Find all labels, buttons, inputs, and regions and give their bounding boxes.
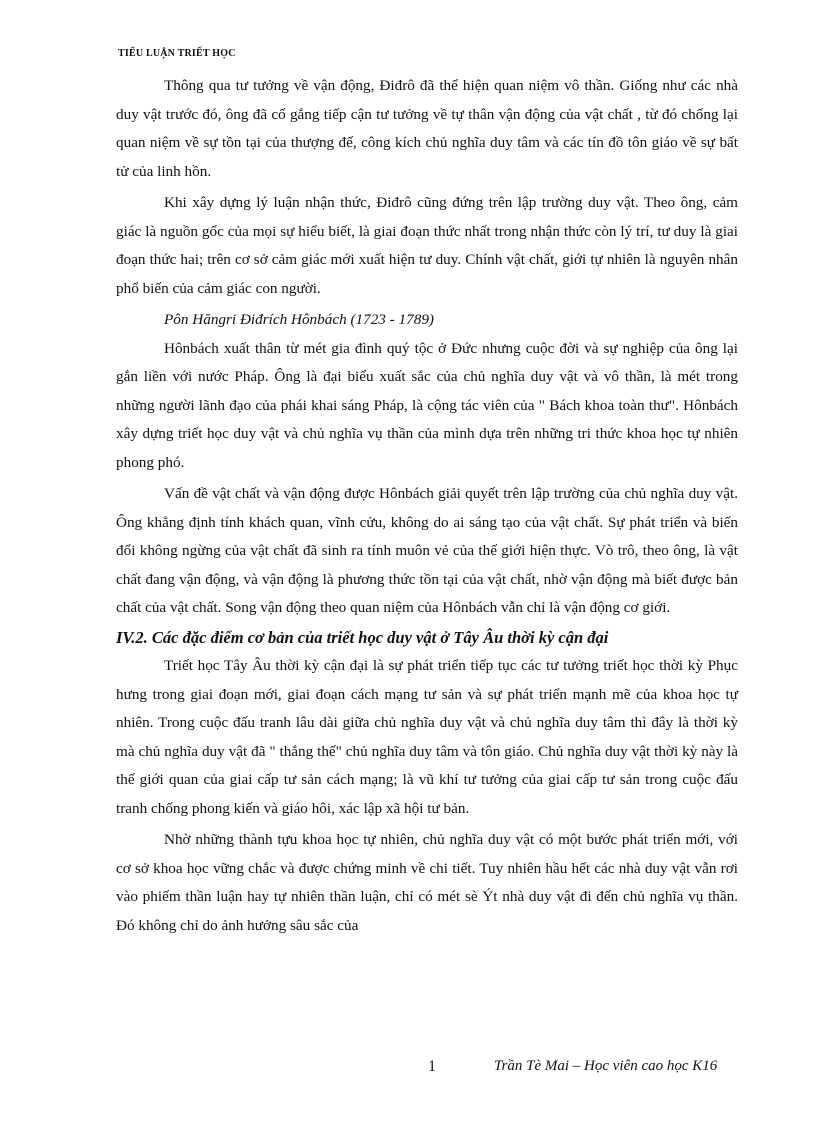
section-heading: IV.2. Các đặc điểm cơ bản của triết học duy vật ở Tây Âu thời kỳ cận đại xyxy=(116,627,609,647)
paragraph-5: Triết học Tây Âu thời kỳ cận đại là sự phát triển tiếp tục các tư tưởng triết học thời kỳ Phục hưng trong giai đoạn mới, giai đoạn cách mạng tư sản và sự phát triển mạnh mẽ của khoa học tự nhiên. Trong cuộc đấu tranh lâu dài giữa chủ nghĩa duy vật và chủ nghĩa duy tâm thì đây là thời kỳ mà chủ nghĩa duy vật đã " thắng thế" chủ nghĩa duy tâm và tôn giáo. Chủ nghĩa duy vật thời kỳ này là thế giới quan của giai cấp tư sản cách mạng; là vũ khí tư tưởng của giai cấp tư sản trong cuộc đấu tranh chống phong kiến và giáo hôi, xác lập xã hội tư bản. xyxy=(116,657,738,817)
page-number: 1 xyxy=(428,1058,436,1075)
paragraph-6: Nhờ những thành tựu khoa học tự nhiên, chủ nghĩa duy vật có một bước phát triển mới, với cơ sở khoa học vững chắc và được chứng minh về chi tiết. Tuy nhiên hầu hết các nhà duy vật vẫn rơi vào phiếm thần luận hay tự nhiên thần luận, chỉ có mét sè Ýt nhà duy vật đi đến chủ nghĩa vụ thần. Đó không chỉ do ảnh hưởng sâu sắc của xyxy=(116,831,738,934)
paragraph-4: Vấn đề vật chất và vận động được Hônbách giải quyết trên lập trường của chủ nghĩa duy vật. Ông khẳng định tính khách quan, vĩnh cửu, không do ai sáng tạo của vật chất. Sự phát triển và biến đổi không ngừng của vật chất đã sinh ra tính muôn vẻ của thế giới hiện thực. Vò trô, theo ông, là vật chất đang vận động, và vận động là phương thức tồn tại của vật chất, nhờ vận động mà biết được bản chất của vật chất. Song vận động theo quan niệm của Hônbách vẫn chỉ là vận động cơ giới. xyxy=(116,485,738,616)
paragraph-2: Khi xây dựng lý luận nhận thức, Điđrô cũng đứng trên lập trường duy vật. Theo ông, cảm giác là nguồn gốc của mọi sự hiểu biết, là giai đoạn thức nhất trong nhận thức còn lý trí, tư duy là giai đoạn thức hai; trên cơ sở cảm giác mới xuất hiện tư duy. Chính vật chất, giới tự nhiên là nguyên nhân phổ biến của cảm giác con người. xyxy=(116,194,738,297)
running-header: TIỂU LUẬN TRIẾT HỌC xyxy=(118,48,236,59)
document-body xyxy=(116,72,738,940)
footer-author: Trần Tè Mai – Học viên cao học K16 xyxy=(494,1058,718,1074)
paragraph-3: Hônbách xuất thân từ mét gia đình quý tộc ở Đức nhưng cuộc đời và sự nghiệp của ông lại gắn liền với nước Pháp. Ông là đại biểu xuất sắc của chủ nghĩa duy vật và vô thần, là mét trong những người lãnh đạo của phái khai sáng Pháp, là cộng tác viên của " Bách khoa toàn thư". Hônbách xây dựng triết học duy vật và chủ nghĩa vụ thần của mình dựa trên những tri thức khoa học tự nhiên phong phó. xyxy=(116,339,738,471)
paragraph-1: Thông qua tư tưởng về vận động, Điđrô đã thể hiện quan niệm vô thần. Giống như các nhà duy vật trước đó, ông đã cố gắng tiếp cận tư tưởng về tự thân vận động của vật chất , từ đó chống lại quan niệm về sự tồn tại của thượng đế, công kích chủ nghĩa duy tâm và các tín đồ tôn giáo về sự bất tử của linh hồn. xyxy=(116,77,738,180)
subheading-holbach: Pôn Hăngri Điđrích Hônbách (1723 - 1789) xyxy=(164,311,434,328)
